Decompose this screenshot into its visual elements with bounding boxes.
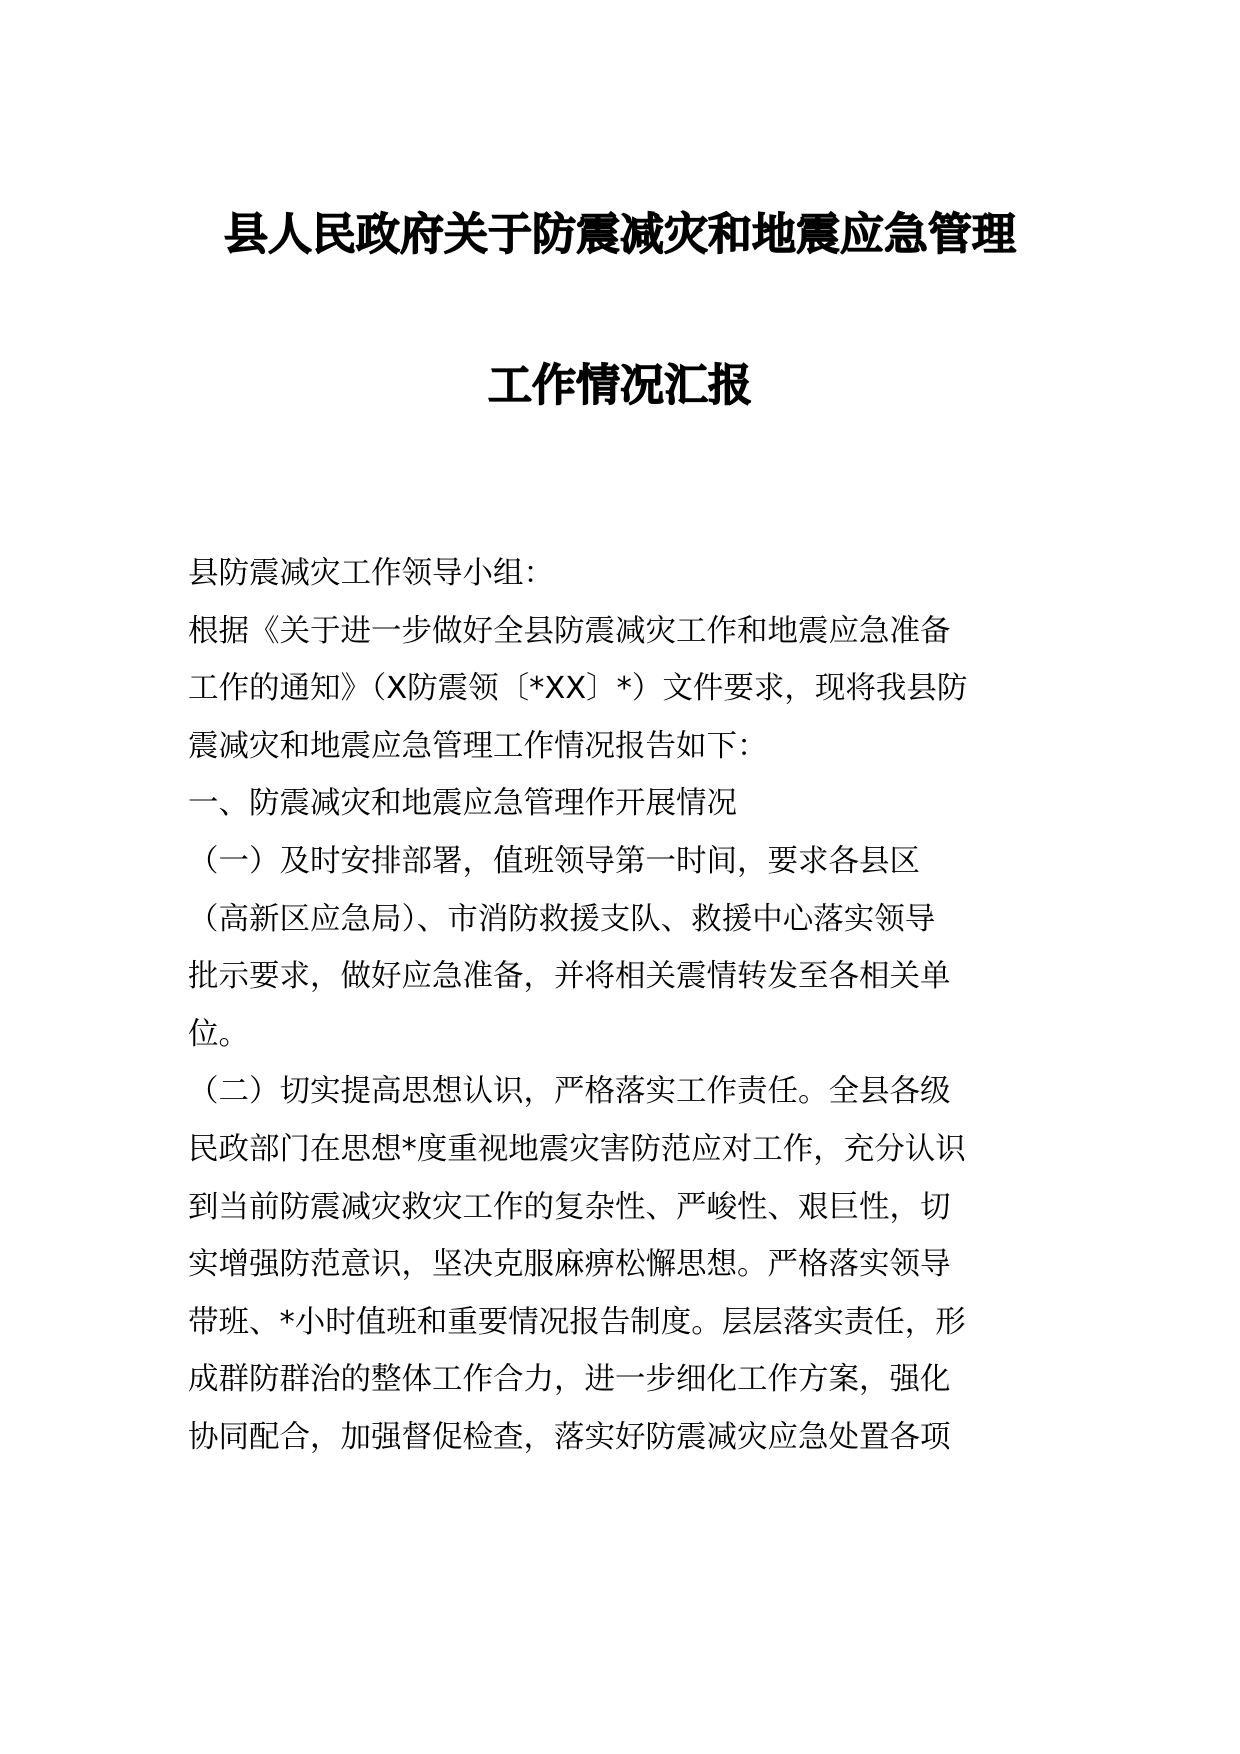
body-line: （二）切实提高思想认识，严格落实工作责任。全县各级: [188, 1074, 951, 1110]
body-line: 实增强防范意识，坚决克服麻痹松懈思想。严格落实领导: [188, 1247, 951, 1283]
body-line: 民政部门在思想*度重视地震灾害防范应对工作，充分认识: [188, 1131, 966, 1167]
document-title-line-1: 县人民政府关于防震减灾和地震应急管理: [224, 209, 1016, 260]
body-line: 震减灾和地震应急管理工作情况报告如下：: [188, 728, 768, 764]
body-line: 协同配合，加强督促检查，落实好防震减灾应急处置各项: [188, 1419, 951, 1455]
body-line: 到当前防震减灾救灾工作的复杂性、严峻性、艰巨性，切: [188, 1189, 951, 1225]
body-line: 带班、*小时值班和重要情况报告制度。层层落实责任，形: [188, 1304, 966, 1340]
body-line: 批示要求，做好应急准备，并将相关震情转发至各相关单: [188, 959, 951, 995]
body-line: 根据《关于进一步做好全县防震减灾工作和地震应急准备: [188, 613, 951, 649]
document-title-line-2: 工作情况汇报: [488, 360, 752, 411]
body-line: 工作的通知》（X防震领〔*XX〕*）文件要求，现将我县防: [188, 671, 968, 707]
body-line: 成群防群治的整体工作合力，进一步细化工作方案，强化: [188, 1362, 951, 1398]
body-line: （一）及时安排部署，值班领导第一时间，要求各县区: [188, 843, 920, 879]
document-body: [188, 545, 1058, 1467]
section-heading: 一、防震减灾和地震应急管理作开展情况: [188, 786, 737, 822]
addressee: 县防震减灾工作领导小组：: [188, 556, 554, 591]
body-line: （高新区应急局）、市消防救援支队、救援中心落实领导: [188, 901, 936, 937]
body-line: 位。: [188, 1016, 249, 1052]
